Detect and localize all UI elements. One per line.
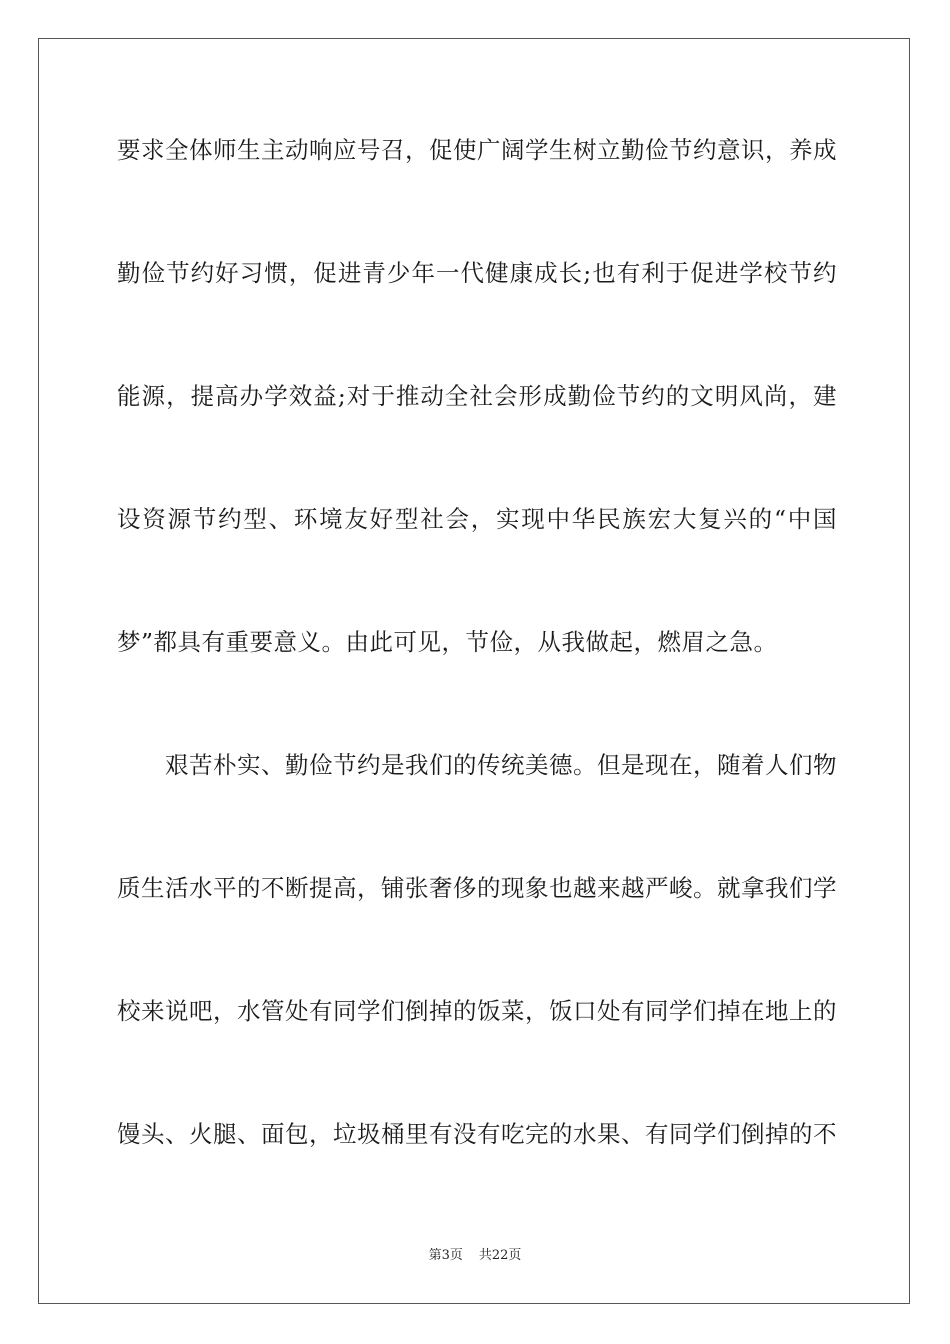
paragraph-line: 质生活水平的不断提高，铺张奢侈的现象也越来越严峻。就拿我们学 bbox=[117, 874, 837, 902]
paragraph-line: 馒头、火腿、面包，垃圾桶里有没有吃完的水果、有同学们倒掉的不 bbox=[117, 1120, 837, 1148]
paragraph-line: 能源，提高办学效益;对于推动全社会形成勤俭节约的文明风尚，建 bbox=[117, 382, 837, 410]
paragraph-line: 校来说吧，水管处有同学们倒掉的饭菜，饭口处有同学们掉在地上的 bbox=[117, 997, 837, 1025]
paragraph-line: 要求全体师生主动响应号召，促使广阔学生树立勤俭节约意识，养成 bbox=[117, 136, 837, 164]
page-number: 第3页 bbox=[428, 1248, 463, 1263]
paragraph-line: 勤俭节约好习惯，促进青少年一代健康成长;也有利于促进学校节约 bbox=[117, 259, 837, 287]
page-border bbox=[38, 38, 910, 1304]
paragraph-line: 艰苦朴实、勤俭节约是我们的传统美德。但是现在，随着人们物 bbox=[165, 751, 837, 779]
paragraph-line: 设资源节约型、环境友好型社会，实现中华民族宏大复兴的“中国 bbox=[117, 505, 837, 533]
paragraph-line: 梦”都具有重要意义。由此可见，节俭，从我做起，燃眉之急。 bbox=[117, 628, 778, 656]
page-footer bbox=[0, 1247, 950, 1265]
page-total: 共22页 bbox=[478, 1248, 522, 1263]
